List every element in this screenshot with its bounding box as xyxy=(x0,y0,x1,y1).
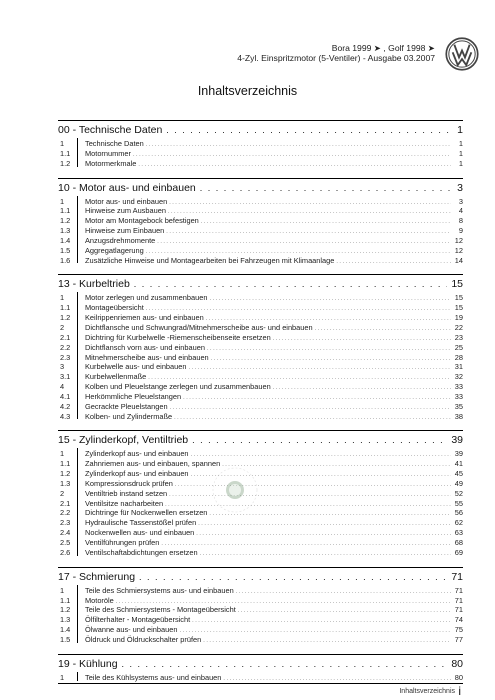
entry-title: Ölwanne aus- und einbauen xyxy=(85,625,178,635)
toc-entry[interactable] xyxy=(58,392,463,402)
entry-title: Motornummer xyxy=(85,148,131,158)
entry-number: 4.1 xyxy=(60,391,71,401)
entry-page-number: 22 xyxy=(454,322,463,332)
chapter-page-number: 80 xyxy=(451,657,463,670)
entry-number: 1.3 xyxy=(60,478,71,488)
entry-number: 1.1 xyxy=(60,459,71,469)
toc-entry[interactable] xyxy=(58,402,463,412)
dot-leader xyxy=(336,256,451,268)
entry-title: Hinweise zum Ausbauen xyxy=(85,206,166,216)
entry-page-number: 12 xyxy=(454,235,463,245)
entry-title: Motor zerlegen und zusammenbauen xyxy=(85,293,208,303)
entry-number: 4 xyxy=(60,382,65,392)
entry-number: 1.3 xyxy=(60,615,71,625)
dot-leader xyxy=(138,159,451,171)
entry-title: Hinweise zum Einbauen xyxy=(85,226,165,236)
entry-number: 2.3 xyxy=(60,352,71,362)
entry-page-number: 56 xyxy=(454,508,463,518)
toc-chapter xyxy=(58,567,463,645)
entry-page-number: 49 xyxy=(454,478,463,488)
vw-logo-icon xyxy=(445,37,479,71)
entry-page-number: 25 xyxy=(454,342,463,352)
toc-entry[interactable] xyxy=(58,372,463,382)
entry-title: Kolben und Pleuelstange zerlegen und zusammenbauen xyxy=(85,382,271,392)
entry-page-number: 19 xyxy=(454,313,463,323)
dot-leader xyxy=(192,433,447,447)
entry-page-number: 3 xyxy=(458,196,463,206)
entry-page-number: 75 xyxy=(454,625,463,635)
toc-entry[interactable] xyxy=(58,149,463,159)
entry-number: 1.1 xyxy=(60,148,71,158)
entry-title: Gecrackte Pleuelstangen xyxy=(85,401,168,411)
toc-chapter xyxy=(58,274,463,421)
header-models: Bora 1999 ➤ , Golf 1998 ➤ xyxy=(331,43,435,53)
dot-leader xyxy=(200,548,451,560)
entry-page-number: 32 xyxy=(454,372,463,382)
entry-page-number: 62 xyxy=(454,518,463,528)
chapter-title: 13 - Kurbeltrieb xyxy=(58,278,130,291)
toc-entry[interactable] xyxy=(58,362,463,372)
entry-page-number: 15 xyxy=(454,293,463,303)
entry-title: Teile des Kühlsystems aus- und einbauen xyxy=(85,672,222,682)
chapter-title: 15 - Zylinderkopf, Ventiltrieb xyxy=(58,434,189,447)
entry-page-number: 1 xyxy=(458,139,463,148)
entry-title: Ventilschaftabdichtungen ersetzen xyxy=(85,547,198,557)
toc-entry[interactable] xyxy=(58,256,463,266)
chapter-page-number: 3 xyxy=(457,181,463,194)
toc-entry[interactable] xyxy=(58,538,463,548)
entry-number: 2.4 xyxy=(60,528,71,538)
entry-title: Dichtflansch vorn aus- und einbauen xyxy=(85,342,205,352)
entry-title: Motormerkmale xyxy=(85,158,137,168)
entry-number: 1.2 xyxy=(60,605,71,615)
entry-number: 2.1 xyxy=(60,498,71,508)
entry-title: Mitnehmerscheibe aus- und einbauen xyxy=(85,352,209,362)
chapter-title: 19 - Kühlung xyxy=(58,657,118,670)
dot-leader xyxy=(203,635,451,647)
entry-number: 1 xyxy=(60,196,65,206)
entry-page-number: 4 xyxy=(458,206,463,216)
entry-number: 2.6 xyxy=(60,547,71,557)
entry-page-number: 39 xyxy=(454,449,463,459)
toc-entry[interactable] xyxy=(58,449,463,459)
chapter-page-number: 15 xyxy=(451,278,463,291)
chapter-left-rule xyxy=(77,585,78,643)
entry-number: 1.1 xyxy=(60,303,71,313)
watermark-seal-icon xyxy=(205,460,265,520)
entry-number: 1.2 xyxy=(60,216,71,226)
entry-title: Dichtringe für Nockenwellen ersetzen xyxy=(85,508,208,518)
chapter-title: 10 - Motor aus- und einbauen xyxy=(58,181,196,194)
entry-title: Dichtring für Kurbelwelle -Riemenscheibenseite ersetzen xyxy=(85,332,271,342)
entry-number: 1.5 xyxy=(60,634,71,644)
toc-entry[interactable] xyxy=(58,605,463,615)
entry-number: 2.2 xyxy=(60,342,71,352)
toc-entry[interactable] xyxy=(58,382,463,392)
entry-title: Teile des Schmiersystems aus- und einbauen xyxy=(85,585,234,595)
entry-title: Kompressionsdruck prüfen xyxy=(85,478,173,488)
dot-leader xyxy=(174,412,451,424)
entry-number: 1.2 xyxy=(60,158,71,168)
entry-number: 2.5 xyxy=(60,538,71,547)
header-engine-edition: 4-Zyl. Einspritzmotor (5-Ventiler) - Ausgabe 03.2007 xyxy=(237,53,435,63)
entry-title: Keilrippenriemen aus- und einbauen xyxy=(85,313,204,323)
entry-number: 2.1 xyxy=(60,332,71,342)
toc-entry[interactable] xyxy=(58,197,463,207)
entry-page-number: 52 xyxy=(454,488,463,498)
toc-entry[interactable] xyxy=(58,313,463,323)
entry-title: Öldruck und Öldruckschalter prüfen xyxy=(85,634,202,644)
entry-number: 1 xyxy=(60,585,65,595)
entry-number: 1.3 xyxy=(60,226,71,236)
entry-page-number: 55 xyxy=(454,498,463,508)
entry-page-number: 1 xyxy=(458,148,463,158)
entry-number: 1.1 xyxy=(60,595,71,605)
toc-chapter-heading[interactable] xyxy=(58,430,463,447)
footer-label: Inhaltsverzeichnis xyxy=(399,688,455,695)
entry-page-number: 71 xyxy=(454,605,463,615)
toc-entry[interactable] xyxy=(58,333,463,343)
toc-chapter xyxy=(58,120,463,169)
entry-page-number: 68 xyxy=(454,538,463,547)
entry-page-number: 28 xyxy=(454,352,463,362)
entry-number: 1.4 xyxy=(60,235,71,245)
entry-page-number: 1 xyxy=(458,158,463,168)
entry-page-number: 35 xyxy=(454,401,463,411)
entry-page-number: 41 xyxy=(454,459,463,469)
toc-entry[interactable] xyxy=(58,139,463,149)
entry-page-number: 33 xyxy=(454,382,463,392)
chapter-left-rule xyxy=(77,292,78,419)
toc-entry[interactable] xyxy=(58,528,463,538)
toc-entry[interactable] xyxy=(58,323,463,333)
entry-number: 2 xyxy=(60,322,65,332)
chapter-left-rule xyxy=(77,138,78,167)
chapter-page-number: 71 xyxy=(451,570,463,583)
toc-entry[interactable] xyxy=(58,673,463,683)
entry-number: 1 xyxy=(60,449,65,459)
toc-entry[interactable] xyxy=(58,159,463,169)
entry-number: 3.1 xyxy=(60,372,71,382)
entry-page-number: 71 xyxy=(454,585,463,595)
entry-number: 1.1 xyxy=(60,206,71,216)
entry-title: Herkömmliche Pleuelstangen xyxy=(85,391,182,401)
entry-page-number: 38 xyxy=(454,411,463,421)
dot-leader xyxy=(200,181,453,195)
entry-page-number: 80 xyxy=(454,672,463,682)
entry-number: 2 xyxy=(60,488,65,498)
entry-title: Kurbelwelle aus- und einbauen xyxy=(85,362,187,372)
entry-page-number: 8 xyxy=(458,216,463,226)
toc-chapter-heading[interactable] xyxy=(58,654,463,671)
entry-number: 1.2 xyxy=(60,469,71,479)
toc-chapter-heading[interactable] xyxy=(58,567,463,584)
entry-title: Ventilsitze nacharbeiten xyxy=(85,498,164,508)
toc-entry[interactable] xyxy=(58,236,463,246)
dot-leader xyxy=(122,657,448,671)
entry-page-number: 45 xyxy=(454,469,463,479)
entry-title: Technische Daten xyxy=(85,139,144,148)
entry-title: Anzugsdrehmomente xyxy=(85,235,156,245)
entry-title: Hydraulische Tassenstößel prüfen xyxy=(85,518,197,528)
entry-number: 4.2 xyxy=(60,401,71,411)
entry-page-number: 9 xyxy=(458,226,463,236)
entry-title: Zylinderkopf aus- und einbauen xyxy=(85,449,189,459)
entry-title: Montageübersicht xyxy=(85,303,144,313)
dot-leader xyxy=(166,123,453,137)
chapter-page-number: 39 xyxy=(451,434,463,447)
toc-chapter-heading[interactable] xyxy=(58,120,463,137)
entry-title: Ventiltrieb instand setzen xyxy=(85,488,168,498)
chapter-page-number: 1 xyxy=(457,124,463,136)
toc-entry[interactable] xyxy=(58,216,463,226)
footer-divider xyxy=(58,683,463,684)
entry-title: Nockenwellen aus- und einbauen xyxy=(85,528,195,538)
entry-page-number: 23 xyxy=(454,332,463,342)
entry-page-number: 15 xyxy=(454,303,463,313)
toc-chapter-heading[interactable] xyxy=(58,178,463,195)
toc-entry[interactable] xyxy=(58,303,463,313)
entry-number: 1.5 xyxy=(60,245,71,255)
toc-entry[interactable] xyxy=(58,586,463,596)
chapter-left-rule xyxy=(77,448,78,555)
chapter-title: 17 - Schmierung xyxy=(58,570,136,583)
page-title: Inhaltsverzeichnis xyxy=(197,84,298,98)
entry-title: Motor am Montagebock befestigen xyxy=(85,216,199,226)
entry-number: 2.3 xyxy=(60,518,71,528)
toc-chapter-heading[interactable] xyxy=(58,274,463,291)
entry-number: 1.6 xyxy=(60,255,71,265)
entry-number: 1 xyxy=(60,672,65,682)
entry-page-number: 63 xyxy=(454,528,463,538)
entry-number: 3 xyxy=(60,362,65,372)
entry-number: 1 xyxy=(60,293,65,303)
entry-title: Ventilführungen prüfen xyxy=(85,538,160,547)
entry-number: 1 xyxy=(60,139,65,148)
entry-title: Zahnriemen aus- und einbauen, spannen xyxy=(85,459,221,469)
entry-title: Kurbelwellenmaße xyxy=(85,372,147,382)
toc-entry[interactable] xyxy=(58,293,463,303)
entry-title: Aggregatlagerung xyxy=(85,245,144,255)
entry-page-number: 12 xyxy=(454,245,463,255)
toc-chapter xyxy=(58,178,463,266)
toc-entry[interactable] xyxy=(58,206,463,216)
entry-number: 1.4 xyxy=(60,625,71,635)
entry-title: Motoröle xyxy=(85,595,114,605)
entry-page-number: 31 xyxy=(454,362,463,372)
entry-page-number: 71 xyxy=(454,595,463,605)
chapter-title: 00 - Technische Daten xyxy=(58,124,163,136)
toc-entry[interactable] xyxy=(58,246,463,256)
page-header xyxy=(0,0,495,70)
table-of-contents xyxy=(58,120,463,683)
dot-leader xyxy=(139,570,447,584)
entry-title: Motor aus- und einbauen xyxy=(85,196,168,206)
entry-page-number: 69 xyxy=(454,547,463,557)
toc-entry[interactable] xyxy=(58,226,463,236)
entry-page-number: 77 xyxy=(454,634,463,644)
toc-entry[interactable] xyxy=(58,353,463,363)
toc-entry[interactable] xyxy=(58,548,463,558)
toc-entry[interactable] xyxy=(58,615,463,625)
entry-title: Kolben- und Zylindermaße xyxy=(85,411,173,421)
entry-title: Zusätzliche Hinweise und Montagearbeiten bei Fahrzeugen mit Klimaanlage xyxy=(85,255,335,265)
toc-entry[interactable] xyxy=(58,635,463,645)
entry-page-number: 74 xyxy=(454,615,463,625)
chapter-left-rule xyxy=(77,672,78,681)
toc-entry[interactable] xyxy=(58,412,463,422)
dot-leader xyxy=(134,277,448,291)
entry-title: Dichtflansche und Schwungrad/Mitnehmerscheibe aus- und einbauen xyxy=(85,322,313,332)
toc-chapter xyxy=(58,654,463,683)
toc-entry[interactable] xyxy=(58,625,463,635)
toc-entry[interactable] xyxy=(58,596,463,606)
footer-page-mark: i xyxy=(458,684,461,698)
entry-title: Zylinderkopf aus- und einbauen xyxy=(85,469,189,479)
entry-page-number: 33 xyxy=(454,391,463,401)
entry-page-number: 14 xyxy=(454,255,463,265)
entry-title: Ölfilterhalter - Montageübersicht xyxy=(85,615,191,625)
entry-number: 4.3 xyxy=(60,411,71,421)
toc-entry[interactable] xyxy=(58,343,463,353)
chapter-left-rule xyxy=(77,196,78,264)
entry-title: Teile des Schmiersystems - Montageübersicht xyxy=(85,605,236,615)
entry-number: 2.2 xyxy=(60,508,71,518)
entry-number: 1.2 xyxy=(60,313,71,323)
